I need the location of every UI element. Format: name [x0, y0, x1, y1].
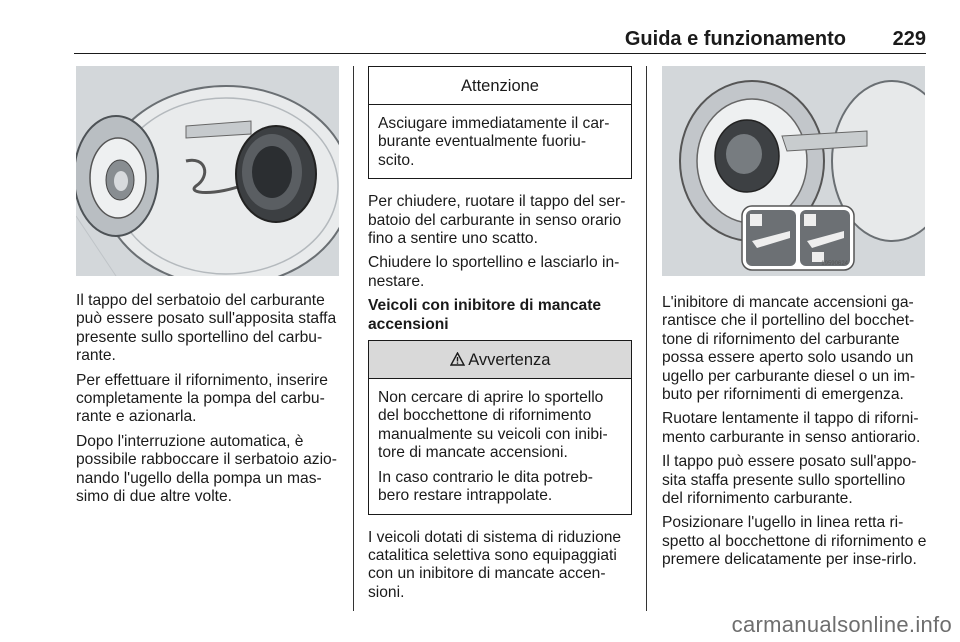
column-divider: [353, 66, 354, 611]
caution-text: Asciugare immediatamente il car-burante eventualmente fuoriu-scito.: [378, 115, 610, 169]
warning-triangle-icon: [450, 351, 469, 369]
paragraph: Per effettuare il rifornimento, inserire completamente la pompa del carbu-rante e azionarla.: [76, 371, 328, 426]
watermark: carmanualsonline.info: [731, 612, 952, 637]
paragraph: Dopo l'interruzione automatica, è possibile rabboccare il serbatoio azio-nando l'ugello della pompa un mas-simo di due altre volte.: [76, 432, 337, 506]
paragraph: Il tappo può essere posato sull'appo-sita staffa presente sullo sportellino del rifornimento carburante.: [662, 453, 917, 508]
paragraph: Chiudere lo sportellino e lasciarlo in-nestare.: [368, 254, 620, 290]
warning-title: Avvertenza: [468, 351, 551, 370]
page-number: 229: [892, 28, 926, 50]
fuel-cap-illustration: [76, 66, 339, 276]
paragraph: Per chiudere, ruotare il tappo del ser-batoio del carburante in senso orario fino a sentire uno scatto.: [368, 193, 626, 248]
warning-text: In caso contrario le dita potreb-bero restare intrappolate.: [378, 468, 593, 505]
warning-header: [369, 341, 631, 379]
column-3-text: [662, 294, 928, 576]
warning-box: [368, 340, 632, 514]
section-title: Guida e funzionamento: [624, 28, 846, 50]
paragraph: Ruotare lentamente il tappo di riforni-mento carburante in senso antiorario.: [662, 410, 921, 446]
figure-code: 19590624: [821, 261, 848, 267]
section-heading: Veicoli con inibitore di mancate accensioni: [368, 297, 602, 333]
caution-title: Attenzione: [369, 67, 631, 105]
warning-text: Non cercare di aprire lo sportello del bocchettone di rifornimento manualmente su veicoli con inibi-tore di mancate accensioni.: [378, 389, 608, 462]
paragraph: I veicoli dotati di sistema di riduzione catalitica selettiva sono equipaggiati con un inibitore di mancate accen-sioni.: [368, 528, 622, 601]
column-1-text: [76, 292, 342, 512]
column-2-text: [368, 66, 632, 608]
paragraph: L'inibitore di mancate accensioni ga-rantisce che il portellino del bocchet-tone di rifornimento del carburante possa essere aperto solo usando un ugello per carburante diesel o un im-buto per rifornimenti di emergenza.: [662, 294, 916, 404]
column-divider: [646, 66, 647, 611]
page-header: [74, 0, 926, 54]
caution-box: [368, 66, 632, 179]
paragraph: Posizionare l'ugello in linea retta ri-spetto al bocchettone di rifornimento e premere delicatamente per inse-rirlo.: [662, 514, 927, 569]
paragraph: Il tappo del serbatoio del carburante può essere posato sull'apposita staffa presente sullo sportellino del carbu-rante.: [76, 292, 337, 365]
misfuel-inhibitor-illustration: [662, 66, 925, 276]
